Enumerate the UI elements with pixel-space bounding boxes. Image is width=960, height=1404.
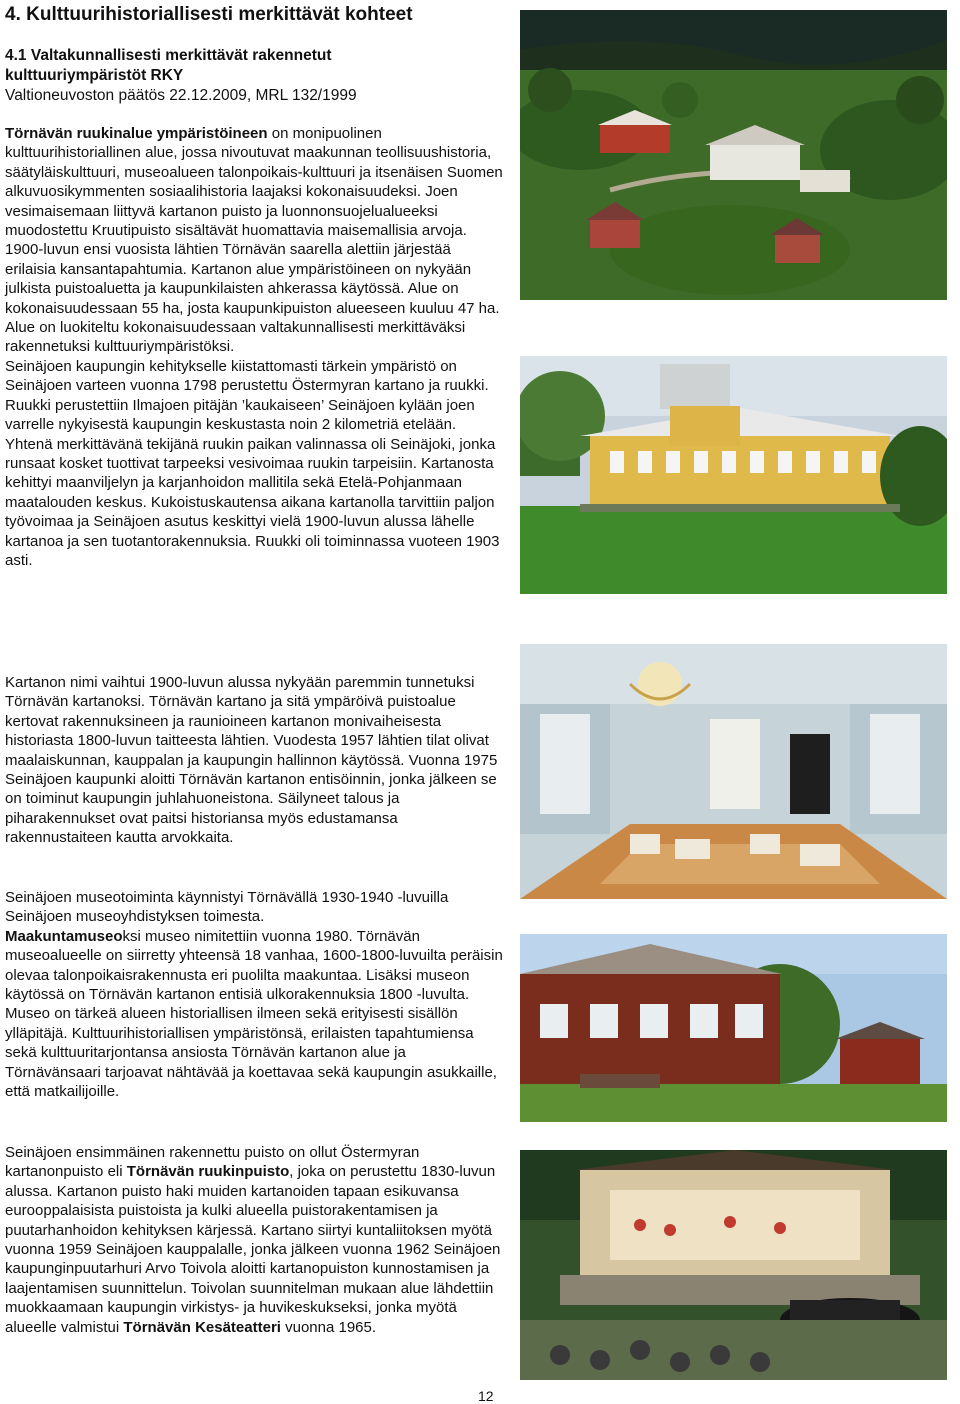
aerial-photo bbox=[520, 10, 947, 300]
paragraph-text: , joka on perustettu 1830-luvun alussa. Kartanon puisto haki muiden kartanoiden tapaan esikuvansa eurooppalaisista puistoista ja kulki alueella puistorakentamisen ja puutarhanhoidon kehityksen kärjessä. Kartano siirtyi kuntaliitoksen myötä vuonna 1959 Seinäjoen kauppalalle, jonka jälkeen vuonna 1962 Seinäjoen kaupunginpuutarhuri Arvo Toivola aloitti kartanopuiston kunnostamisen ja laajentamisen suunnittelun. Toivolan suunnitelman mukaan alue lähdettiin muokkaamaan kaupungin virkistys- ja huvikeskukseksi, jonka myötä alueelle valmistui bbox=[5, 1163, 501, 1336]
bold-term: Maakuntamuseo bbox=[5, 927, 123, 945]
paragraph: Kartanon nimi vaihtui 1900-luvun alussa nykyään paremmin tunnetuksi Törnävän kartanoksi. Törnävän kartano ja sitä ympäröivä puistoalue kertovat rakennuksineen ja raunioineen kartanon monivaiheisesta historiasta 1800-luvun taitteesta lähtien. Vuodesta 1957 lähtien tilat olivat maalaiskunnan, kauppalan ja kaupungin hallinnon käytössä. Vuonna 1975 Seinäjoen kaupunki aloitti Törnävän kartanon entisöinnin, jonka jälkeen se on toiminut kaupungin juhlahuoneistona. Säilyneet talous ja piharakennukset ovat paitsi historiansa myös edustamansa rakennustaiteen kautta arvokkaita. bbox=[5, 674, 498, 847]
summer-theatre-photo bbox=[520, 1150, 947, 1380]
paragraph bbox=[5, 124, 505, 357]
section-kartanon-nimi bbox=[5, 673, 505, 848]
subheading bbox=[5, 46, 505, 106]
paragraph: Seinäjoen museotoiminta käynnistyi Törnävällä 1930-1940 -luvuilla Seinäjoen museoyhdistyksen toimesta. bbox=[5, 889, 449, 926]
paragraph bbox=[5, 927, 505, 1102]
subheading-line2: kulttuuriympäristöt RKY bbox=[5, 67, 184, 84]
museum-buildings-photo bbox=[520, 934, 947, 1122]
paragraph-text: vuonna 1965. bbox=[280, 1318, 377, 1336]
page-heading: 4. Kulttuurihistoriallisesti merkittävät kohteet bbox=[5, 4, 413, 25]
subheading-line3: Valtioneuvoston päätös 22.12.2009, MRL 132/1999 bbox=[5, 87, 357, 104]
hall-interior-photo bbox=[520, 644, 947, 899]
paragraph-text: ksi museo nimitettiin vuonna 1980. Törnävän museoalueelle on siirretty yhteensä 18 vanhaa, 1600-1800-luvuilta peräisin olevaa talonpoikaisrakennusta eri puolilta maakuntaa. Lisäksi museon käytössä on Törnävän kartanon entisiä ulkorakennuksia 1800 -luvulta. Museo on tärkeä alueen historiallisen ilmeen sekä erityisesti sisällön ylläpitäjä. Kulttuurihistoriallisen ympäristönsä, erilaisten tapahtumiensa sekä kulttuuritarjontansa ansiosta Törnävän kartanon alue ja Törnävänsaari tarjoavat nähtävää ja koettavaa sekä kaupungin asukkaille, että matkailijoille. bbox=[5, 927, 503, 1101]
bold-term: Törnävän ruukinpuisto bbox=[126, 1163, 290, 1181]
manor-photo bbox=[520, 356, 947, 594]
section-museotoiminta bbox=[5, 888, 505, 1101]
paragraph-text: Seinäjoen ensimmäinen rakennettu puisto on ollut Östermyran kartanonpuisto eli bbox=[5, 1144, 420, 1181]
subheading-line1: 4.1 Valtakunnallisesti merkittävät rakennetut bbox=[5, 47, 332, 64]
page-number: 12 bbox=[478, 1388, 494, 1404]
paragraph: Seinäjoen kaupungin kehitykselle kiistattomasti tärkein ympäristö on Seinäjoen varteen vuonna 1798 perustettu Östermyran kartano ja ruukki. Ruukki perustettiin Ilmajoen pitäjän ’kaukaiseen’ Seinäjoen kylään joen varrelle nykyisestä kaupungin keskustasta noin 2 kilometriä etelään. Yhtenä merkittävänä tekijänä ruukin paikan valinnassa oli Seinäjoki, jonka runsaat kosket tuottivat tarpeeksi vesivoimaa ruukin tarpeisiin. Kartanosta kehittyi maanviljelyn ja karjanhoidon mallitila sekä Etelä-Pohjanmaan maatalouden keskus. Kukoistuskautensa aikana kartanolla tarvittiin paljon työvoimaa ja Seinäjoen asutus keskittyi vielä 1900-luvun alussa lähelle kartanoa ja sen tuotantorakennuksia. Ruukki oli toiminnassa vuoteen 1903 asti. bbox=[5, 357, 500, 569]
bold-lead: Törnävän ruukinalue ympäristöineen bbox=[5, 125, 268, 142]
bold-term: Törnävän Kesäteatteri bbox=[123, 1318, 281, 1336]
paragraph-text: on monipuolinen kulttuurihistoriallinen alue, jossa nivoutuvat maakunnan teollisuushistoria, säätyläiskulttuuri, museoalueen talonpoikais-kulttuuri ja itsenäisen Suomen alkuvuosikymmenten sosiaalihistoria laajaksi kokonaisuudeksi. Joen vesimaisemaan liittyvä kartanon puisto ja luonnonsuojelualueeksi muodostettu Kruutipuisto sisältävät huomattavia maisemallisia arvoja. 1900-luvun ensi vuosista lähtien Törnävän saarella alettiin järjestää erilaisia kansantapahtumia. Kartanon alue ympäristöineen on nykyään julkista puistoaluetta ja kaupunkilaisten ahkerassa käytössä. Alue on kokonaisuudessaan 55 ha, josta kaupunkipuiston alueeseen kuuluu 47 ha. Alue on luokiteltu kokonaisuudessaan valtakunnallisesti merkittäväksi rakennetuksi kulttuuriympäristöksi. bbox=[5, 125, 503, 356]
section-ruukinpuisto bbox=[5, 1143, 505, 1337]
section-tornava-ruukinalue bbox=[5, 124, 505, 570]
paragraph bbox=[5, 1143, 505, 1337]
